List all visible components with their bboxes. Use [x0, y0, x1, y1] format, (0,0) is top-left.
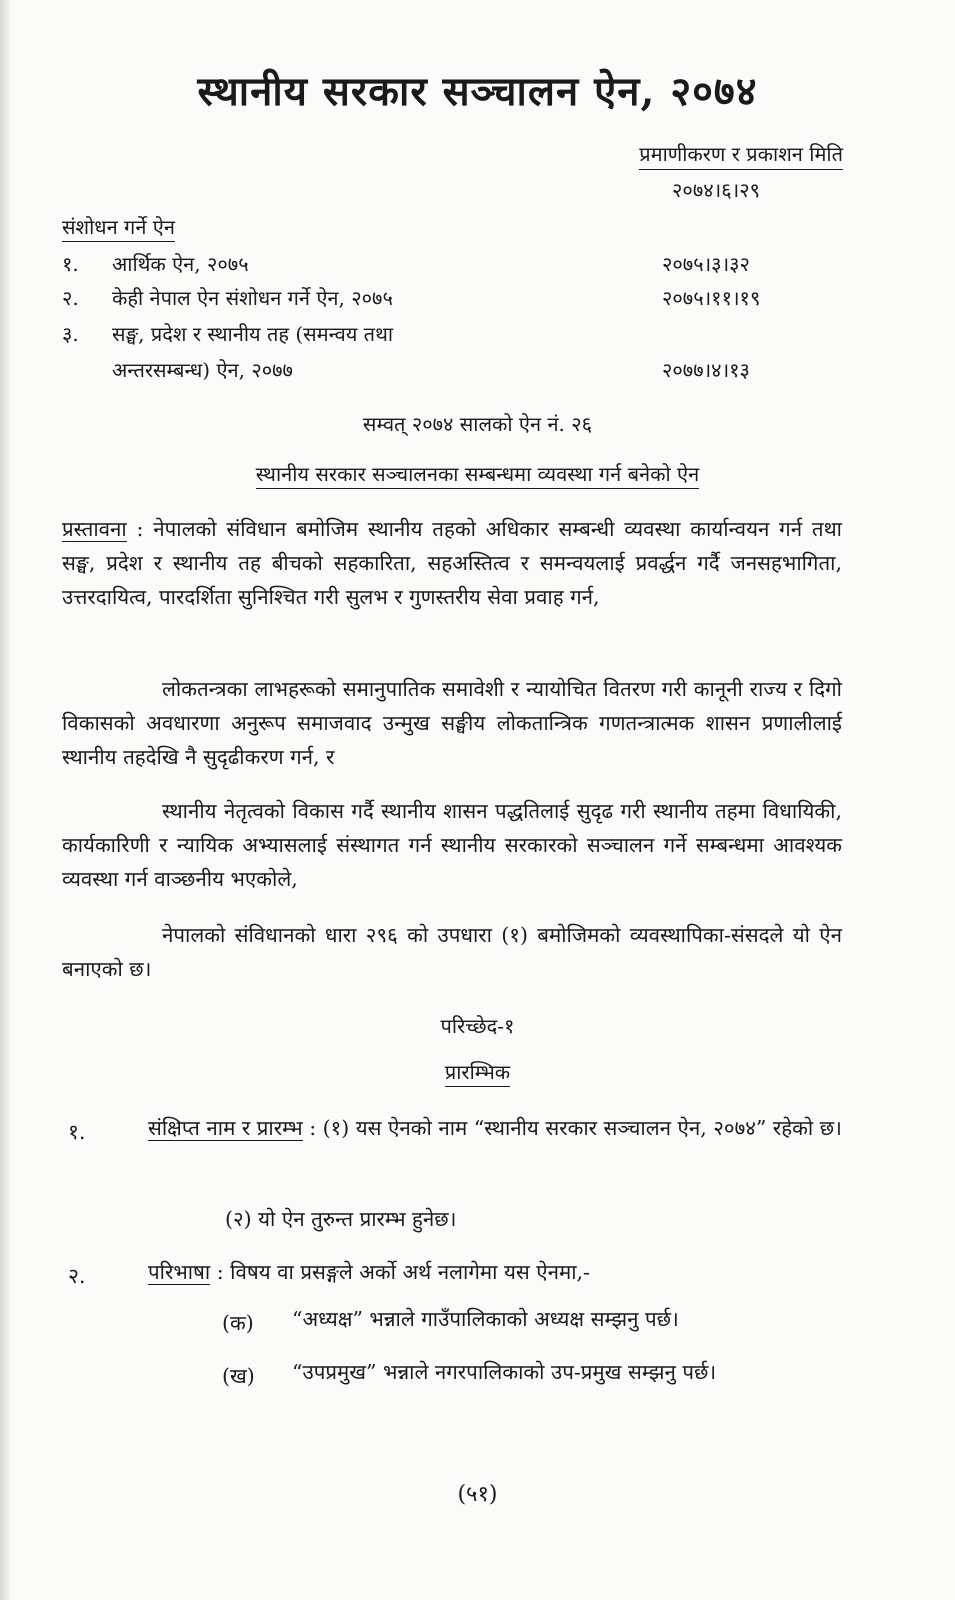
act-subtitle-wrap — [0, 460, 955, 487]
section-number: २. — [68, 1264, 86, 1288]
amendment-number: ३. — [62, 322, 79, 346]
preamble-paragraph-2: लोकतन्त्रका लाभहरूको समानुपातिक समावेशी र न्यायोचित वितरण गरी कानूनी राज्य र दिगो विकासको अवधारणा अनुरूप समाजवाद उन्मुख सङ्घीय लोकतान्त्रिक गणतन्त्रात्मक शासन प्रणालीलाई स्थानीय तहदेखि नै सुदृढीकरण गर्न, र — [62, 677, 842, 769]
subsection-text: (२) यो ऐन तुरुन्त प्रारम्भ हुनेछ। — [225, 1207, 457, 1231]
clause-text: “उपप्रमुख” भन्नाले नगरपालिकाको उप-प्रमुख सम्झनु पर्छ। — [292, 1360, 717, 1384]
section-heading: संक्षिप्त नाम र प्रारम्भ — [148, 1116, 303, 1140]
preamble-paragraph — [62, 512, 842, 614]
section-number: १. — [68, 1120, 86, 1144]
amendment-title: सङ्घ, प्रदेश र स्थानीय तह (समन्वय तथा — [112, 322, 394, 346]
amendment-row — [62, 320, 852, 350]
amendment-title-continued: अन्तरसम्बन्ध) ऐन, २०७७ — [112, 358, 293, 382]
chapter-title: प्रारम्भिक — [445, 1060, 510, 1087]
chapter-label: परिच्छेद-१ — [440, 1014, 515, 1038]
act-subtitle: स्थानीय सरकार सञ्चालनका सम्बन्धमा व्यवस्था गर्न बनेको ऐन — [256, 462, 699, 489]
amendment-date: २०७७।४।१३ — [662, 358, 750, 382]
clause-text: “अध्यक्ष” भन्नाले गाउँपालिकाको अध्यक्ष सम्झनु पर्छ। — [292, 1307, 679, 1331]
amendment-title: केही नेपाल ऐन संशोधन गर्ने ऐन, २०७५ — [112, 286, 393, 310]
page-edge — [0, 0, 10, 1600]
act-title: स्थानीय सरकार सञ्चालन ऐन, २०७४ — [197, 68, 758, 115]
section-content: : विषय वा प्रसङ्गले अर्को अर्थ नलागेमा यस ऐनमा,- — [210, 1260, 590, 1284]
certification-date: २०७४।६।२९ — [672, 178, 760, 202]
clause-key: (क) — [222, 1311, 254, 1335]
section-text — [148, 1108, 848, 1148]
section-text — [148, 1252, 848, 1292]
amendment-date: २०७५।११।१९ — [662, 286, 761, 310]
amendment-row — [62, 284, 852, 314]
preamble-paragraph-3: स्थानीय नेतृत्वको विकास गर्दै स्थानीय शासन पद्धतिलाई सुदृढ गरी स्थानीय तहमा विधायिकी, कार्यकारिणी र न्यायिक अभ्यासलाई संस्थागत गर्न स्थानीय सरकारको सञ्चालन गर्ने सम्बन्धमा आवश्यक व्यवस्था गर्न वाञ्छनीय भएकोले, — [62, 799, 842, 891]
amendments-heading: संशोधन गर्ने ऐन — [62, 213, 175, 242]
amendment-row-continued — [62, 356, 852, 386]
section-content: : (१) यस ऐनको नाम “स्थानीय सरकार सञ्चालन ऐन, २०७४” रहेको छ। — [302, 1116, 842, 1140]
clause-key: (ख) — [222, 1364, 255, 1388]
amendment-date: २०७५।३।३२ — [662, 252, 750, 276]
section-heading: परिभाषा — [148, 1260, 211, 1284]
preamble-lead: प्रस्तावना — [62, 517, 127, 541]
preamble-paragraph-4: नेपालको संविधानको धारा २९६ को उपधारा (१) बमोजिमको व्यवस्थापिका-संसदले यो ऐन बनाएको छ। — [62, 923, 842, 981]
amendment-title: आर्थिक ऐन, २०७५ — [112, 252, 249, 276]
amendment-row — [62, 250, 852, 280]
amendment-number: १. — [62, 252, 79, 276]
act-number: सम्वत् २०७४ सालको ऐन नं. २६ — [362, 412, 593, 436]
amendment-number: २. — [62, 286, 79, 310]
chapter-title-wrap — [0, 1058, 955, 1085]
certification-label: प्रमाणीकरण र प्रकाशन मिति — [639, 140, 843, 170]
preamble-text: : नेपालको संविधान बमोजिम स्थानीय तहको अधिकार सम्बन्धी व्यवस्था कार्यान्वयन गर्न तथा सङ्घ, प्रदेश र स्थानीय तह बीचको सहकारिता, सहअस्तित्व र समन्वयलाई प्रवर्द्धन गर्दै जनसहभागिता, उत्तरदायित्व, पारदर्शिता सुनिश्चित गरी सुलभ र गुणस्तरीय सेवा प्रवाह गर्न, — [62, 517, 842, 609]
page-number: (५१) — [457, 1482, 498, 1507]
